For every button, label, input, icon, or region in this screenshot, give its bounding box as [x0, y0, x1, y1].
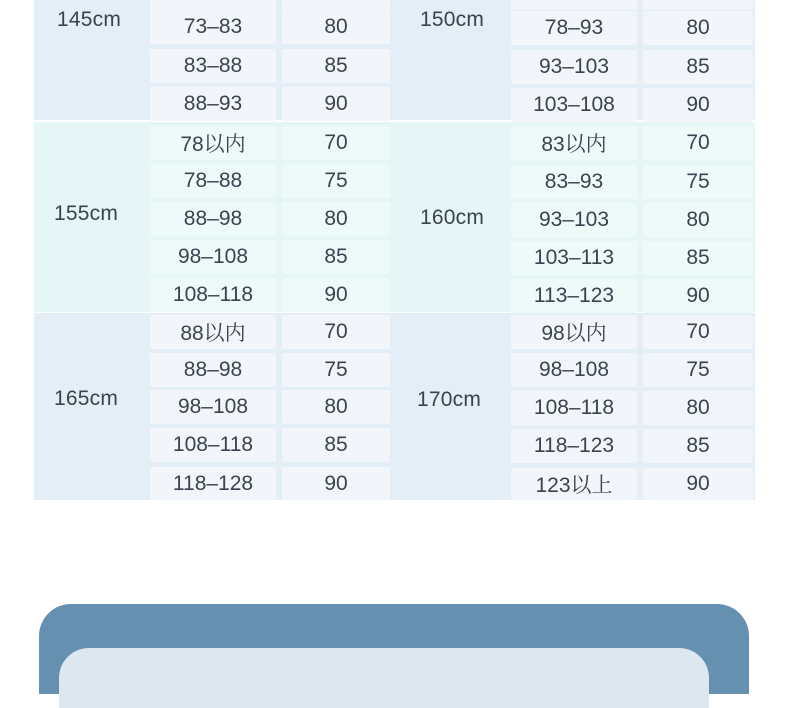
- weight-range-cell: 98–108: [150, 240, 276, 274]
- size-cell: 75: [282, 353, 390, 387]
- size-cell: 70: [282, 315, 390, 349]
- height-label: 160cm: [419, 206, 485, 229]
- size-cell: 85: [643, 50, 753, 84]
- size-group-155: [34, 122, 397, 312]
- weight-range-cell: 93–103: [511, 50, 637, 84]
- weight-range-cell: 108–118: [150, 278, 276, 312]
- size-cell: 85: [282, 240, 390, 274]
- weight-range-cell: 78–88: [150, 164, 276, 198]
- size-cell: 75: [282, 164, 390, 198]
- size-cell: 70: [282, 126, 390, 160]
- weight-range-cell: 103–108: [511, 88, 637, 122]
- weight-range-cell: 123以上: [511, 468, 637, 500]
- size-chart-table: [34, 0, 755, 500]
- weight-range-cell: 88–98: [150, 202, 276, 236]
- weight-range-cell: 83以内: [511, 126, 637, 160]
- weight-range-cell: 98–108: [511, 353, 637, 387]
- weight-range-cell: 78以内: [150, 126, 276, 160]
- size-cell: [643, 0, 753, 10]
- size-cell: [282, 0, 390, 10]
- size-cell: 85: [643, 429, 753, 463]
- size-cell: 90: [282, 278, 390, 312]
- height-label: 170cm: [416, 388, 482, 411]
- size-cell: 80: [282, 10, 390, 44]
- size-cell: 80: [282, 202, 390, 236]
- height-label: 165cm: [53, 387, 119, 410]
- size-cell: 75: [643, 165, 753, 199]
- weight-range-cell: 93–103: [511, 203, 637, 237]
- size-group-165: [34, 313, 397, 500]
- weight-range-cell: 88以内: [150, 315, 276, 349]
- weight-range-cell: [511, 0, 637, 10]
- height-label: 155cm: [53, 202, 119, 225]
- size-cell: 80: [643, 11, 753, 45]
- weight-range-cell: 88–93: [150, 87, 276, 121]
- size-group-145: [34, 0, 397, 120]
- size-cell: 90: [643, 279, 753, 313]
- weight-range-cell: 98–108: [150, 390, 276, 424]
- weight-range-cell: 73–83: [150, 10, 276, 44]
- size-cell: 85: [643, 241, 753, 275]
- size-cell: 80: [643, 391, 753, 425]
- weight-range-cell: 113–123: [511, 279, 637, 313]
- size-cell: 90: [643, 88, 753, 122]
- size-cell: 90: [282, 87, 390, 121]
- size-cell: 80: [643, 203, 753, 237]
- info-card-inner-panel: [59, 648, 709, 708]
- size-group-150: [397, 0, 755, 120]
- weight-range-cell: 108–118: [511, 391, 637, 425]
- weight-range-cell: 88–98: [150, 353, 276, 387]
- weight-range-cell: 78–93: [511, 11, 637, 45]
- height-label: 150cm: [397, 0, 507, 40]
- weight-range-cell: 98以内: [511, 315, 637, 349]
- weight-range-cell: 108–118: [150, 428, 276, 462]
- size-cell: 85: [282, 428, 390, 462]
- size-cell: 90: [282, 467, 390, 500]
- info-card: [39, 604, 749, 694]
- size-group-170: [397, 313, 755, 500]
- size-group-160: [397, 122, 755, 312]
- weight-range-cell: 103–113: [511, 241, 637, 275]
- weight-range-cell: 83–93: [511, 165, 637, 199]
- weight-range-cell: 118–128: [150, 467, 276, 500]
- size-cell: 70: [643, 315, 753, 349]
- weight-range-cell: 118–123: [511, 429, 637, 463]
- size-cell: 85: [282, 49, 390, 83]
- size-cell: 90: [643, 468, 753, 500]
- size-cell: 75: [643, 353, 753, 387]
- size-cell: 80: [282, 390, 390, 424]
- weight-range-cell: 83–88: [150, 49, 276, 83]
- weight-range-cell: [150, 0, 276, 10]
- size-cell: 70: [643, 126, 753, 160]
- height-label: 145cm: [34, 0, 144, 40]
